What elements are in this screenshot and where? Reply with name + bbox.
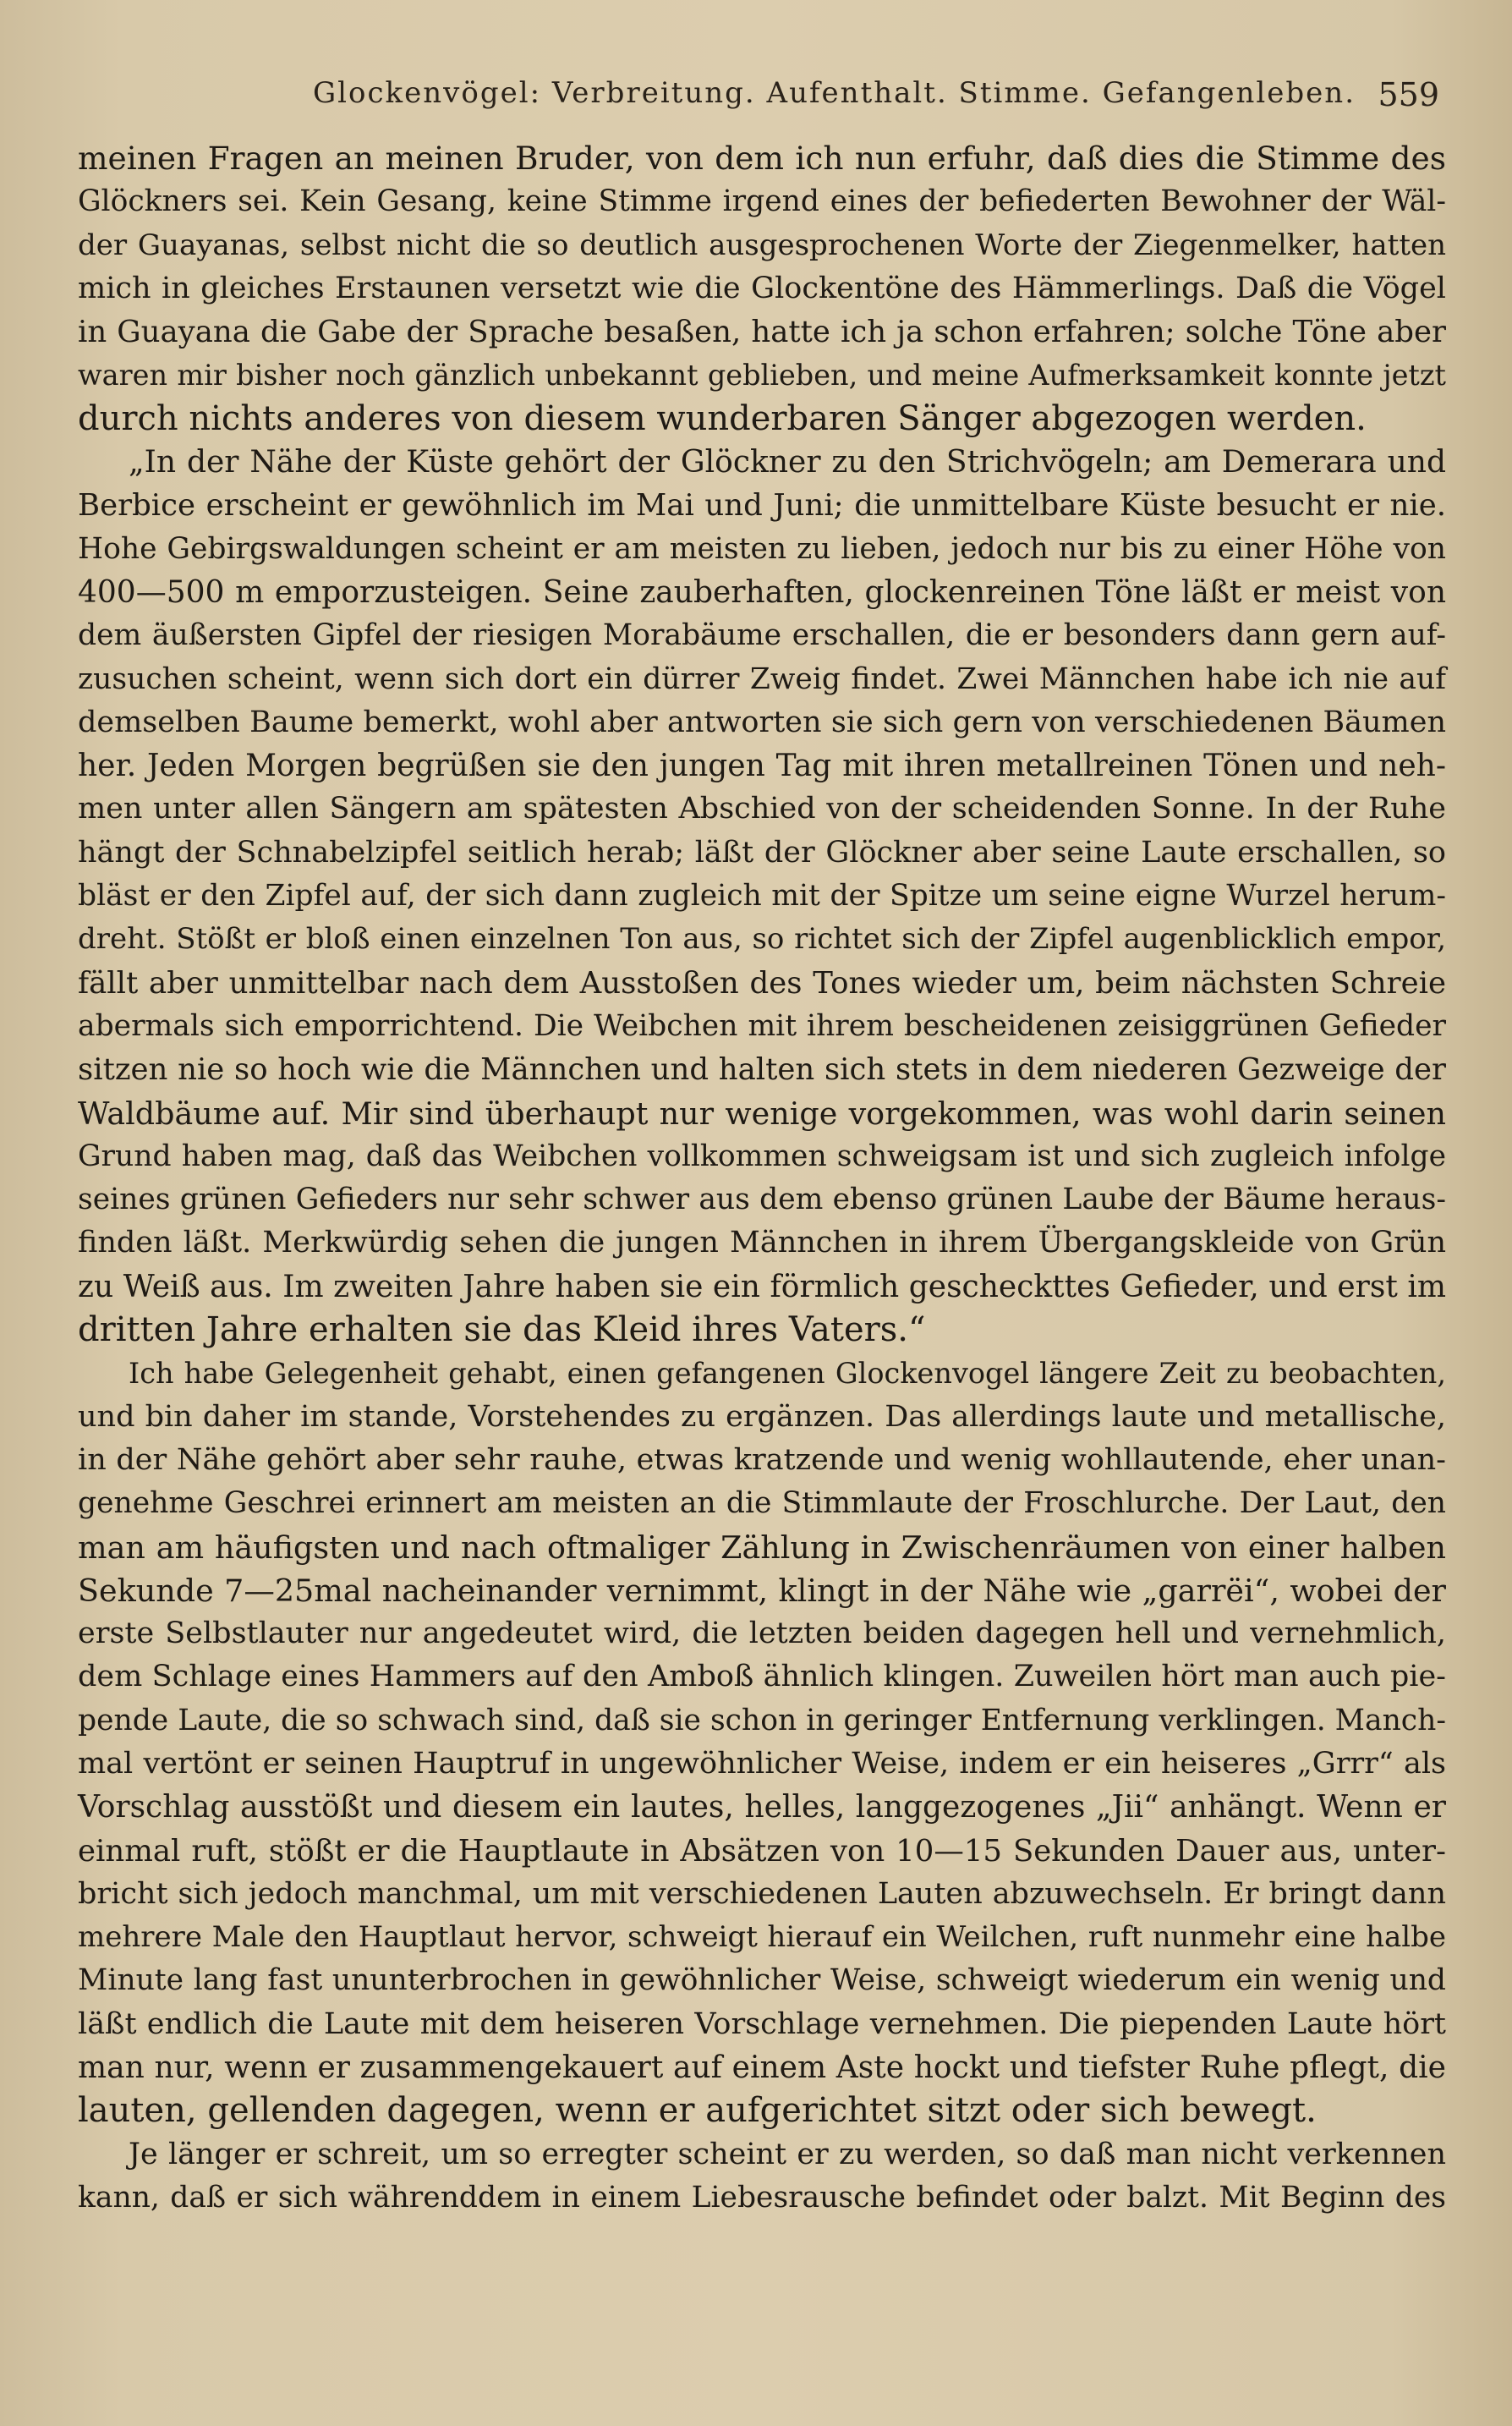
text-line: Sekunde 7—25mal nacheinander vernimmt, klingt in der Nähe wie „garrëi“, wobei der: [78, 1572, 1446, 1609]
text-line: mehrere Male den Hauptlaut hervor, schweigt hierauf ein Weilchen, ruft nunmehr eine halbe: [78, 1920, 1446, 1955]
text-line: genehme Geschrei erinnert am meisten an die Stimmlaute der Froschlurche. Der Laut, den: [78, 1486, 1446, 1521]
text-line: Ich habe Gelegenheit gehabt, einen gefangenen Glockenvogel längere Zeit zu beobachten,: [129, 1357, 1446, 1391]
text-line: Minute lang fast ununterbrochen in gewöhnlicher Weise, schweigt wiederum ein wenig und: [78, 1963, 1446, 1998]
text-line: sitzen nie so hoch wie die Männchen und halten sich stets in dem niederen Gezweige der: [78, 1052, 1446, 1088]
text-line: abermals sich emporrichtend. Die Weibchen mit ihrem bescheidenen zeisiggrünen Gefieder: [78, 1008, 1446, 1043]
text-line: erste Selbstlauter nur angedeutet wird, die letzten beiden dagegen hell und vernehmlich,: [78, 1616, 1446, 1651]
text-line: pende Laute, die so schwach sind, daß sie schon in geringer Entfernung verklingen. Manch-: [78, 1703, 1446, 1737]
text-line: mal vertönt er seinen Hauptruf in ungewöhnlicher Weise, indem er ein heiseres „Grrr“ als: [78, 1746, 1446, 1781]
text-line: lauten, gellenden dagegen, wenn er aufgerichtet sitzt oder sich bewegt.: [78, 2091, 1317, 2131]
text-line: „In der Nähe der Küste gehört der Glöckner zu den Strichvögeln; am Demerara und: [129, 445, 1446, 480]
body-text: [78, 137, 1446, 2220]
text-line: man am häufigsten und nach oftmaliger Zählung in Zwischenräumen von einer halben: [78, 1529, 1446, 1566]
text-line: Berbice erscheint er gewöhnlich im Mai und Juni; die unmittelbare Küste besucht er nie.: [78, 488, 1446, 524]
text-line: Grund haben mag, daß das Weibchen vollkommen schweigsam ist und sich zugleich infolge: [78, 1139, 1446, 1173]
text-line: durch nichts anderes von diesem wunderbaren Sänger abgezogen werden.: [78, 398, 1367, 438]
text-line: Je länger er schreit, um so erregter scheint er zu werden, so daß man nicht verkennen: [129, 2137, 1446, 2171]
text-line: Hohe Gebirgswaldungen scheint er am meisten zu lieben, jedoch nur bis zu einer Höhe von: [78, 531, 1446, 566]
text-line: waren mir bisher noch gänzlich unbekannt geblieben, und meine Aufmerksamkeit konnte jetzt: [78, 359, 1446, 392]
text-line: einmal ruft, stößt er die Hauptlaute in Absätzen von 10—15 Sekunden Dauer aus, unter-: [78, 1833, 1446, 1869]
text-line: dem Schlage eines Hammers auf den Amboß ähnlich klingen. Zuweilen hört man auch pie-: [78, 1660, 1446, 1694]
text-line: dritten Jahre erhalten sie das Kleid ihres Vaters.“: [78, 1310, 926, 1350]
text-line: in Guayana die Gabe der Sprache besaßen, hatte ich ja schon erfahren; solche Töne aber: [78, 315, 1446, 350]
text-line: bläst er den Zipfel auf, der sich dann zugleich mit der Spitze um seine eigne Wurzel herum-: [78, 879, 1446, 914]
text-line: zu Weiß aus. Im zweiten Jahre haben sie ein förmlich gescheckttes Gefieder, und erst im: [78, 1269, 1446, 1304]
page-number: 559: [1378, 76, 1439, 113]
text-line: men unter allen Sängern am spätesten Abschied von der scheidenden Sonne. In der Ruhe: [78, 792, 1446, 826]
text-line: finden läßt. Merkwürdig sehen die jungen Männchen in ihrem Übergangskleide von Grün: [78, 1226, 1446, 1260]
text-line: fällt aber unmittelbar nach dem Ausstoßen des Tones wieder um, beim nächsten Schreie: [78, 965, 1446, 1001]
text-line: meinen Fragen an meinen Bruder, von dem ich nun erfuhr, daß dies die Stimme des: [78, 140, 1446, 177]
text-line: der Guayanas, selbst nicht die so deutlich ausgesprochenen Worte der Ziegenmelker, hatten: [78, 228, 1446, 262]
text-line: in der Nähe gehört aber sehr rauhe, etwas kratzende und wenig wohllautende, eher unan-: [78, 1442, 1446, 1477]
text-line: seines grünen Gefieders nur sehr schwer aus dem ebenso grünen Laube der Bäume heraus-: [78, 1183, 1446, 1217]
text-line: mich in gleiches Erstaunen versetzt wie die Glockentöne des Hämmerlings. Daß die Vögel: [78, 271, 1446, 305]
text-line: man nur, wenn er zusammengekauert auf einem Aste hockt und tiefster Ruhe pflegt, die: [78, 2050, 1446, 2086]
running-head: Glockenvögel: Verbreitung. Aufenthalt. Stimme. Gefangenleben.: [313, 76, 1356, 110]
text-line: 400—500 m emporzusteigen. Seine zauberhaften, glockenreinen Töne läßt er meist von: [78, 574, 1446, 610]
text-line: demselben Baume bemerkt, wohl aber antworten sie sich gern von verschiedenen Bäumen: [78, 705, 1446, 739]
text-line: und bin daher im stande, Vorstehendes zu ergänzen. Das allerdings laute und metallische,: [78, 1399, 1446, 1434]
text-line: her. Jeden Morgen begrüßen sie den jungen Tag mit ihren metallreinen Tönen und neh-: [78, 749, 1446, 784]
text-line: Glöckners sei. Kein Gesang, keine Stimme irgend eines der befiederten Bewohner der Wäl-: [78, 184, 1446, 219]
text-line: läßt endlich die Laute mit dem heiseren Vorschlage vernehmen. Die piependen Laute hört: [78, 2006, 1446, 2041]
text-line: dreht. Stößt er bloß einen einzelnen Ton aus, so richtet sich der Zipfel augenblicklich empor,: [78, 922, 1446, 957]
text-line: hängt der Schnabelzipfel seitlich herab; läßt der Glöckner aber seine Laute erschallen, so: [78, 835, 1446, 870]
text-line: bricht sich jedoch manchmal, um mit verschiedenen Lauten abzuwechseln. Er bringt dann: [78, 1876, 1446, 1911]
text-line: Vorschlag ausstößt und diesem ein lautes, helles, langgezogenes „Jii“ anhängt. Wenn er: [78, 1790, 1446, 1825]
text-line: kann, daß er sich währenddem in einem Liebesrausche befindet oder balzt. Mit Beginn des: [78, 2180, 1446, 2215]
text-line: Waldbäume auf. Mir sind überhaupt nur wenige vorgekommen, was wohl darin seinen: [78, 1095, 1446, 1132]
text-line: dem äußersten Gipfel der riesigen Morabäume erschallen, die er besonders dann gern auf-: [78, 618, 1446, 653]
text-line: zusuchen scheint, wenn sich dort ein dürrer Zweig findet. Zwei Männchen habe ich nie auf: [78, 661, 1446, 696]
